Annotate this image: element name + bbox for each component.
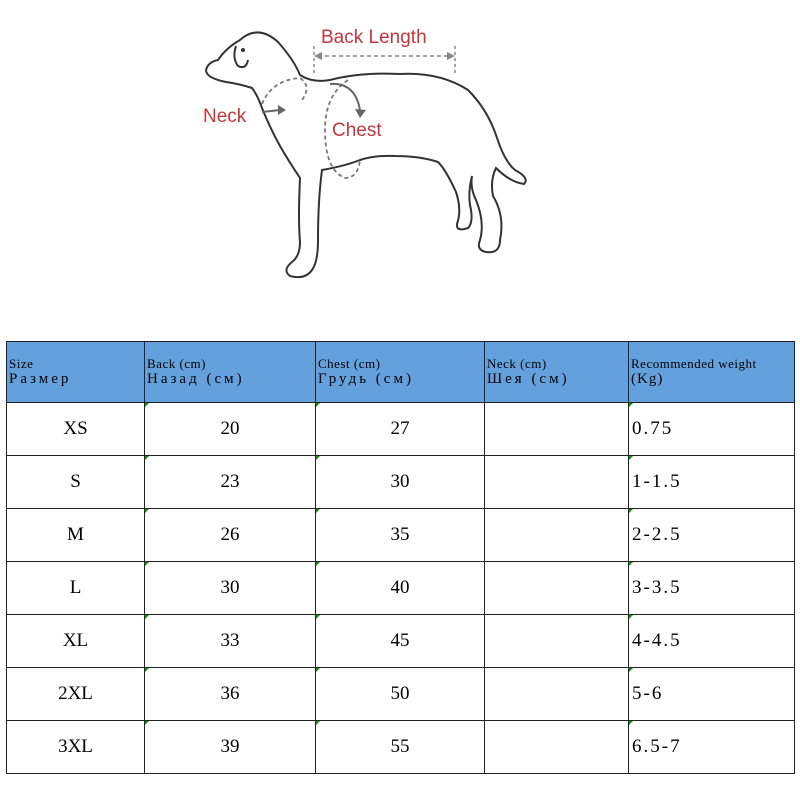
- chest-arrowhead: [355, 109, 366, 118]
- table-row: [7, 509, 795, 562]
- chest-arrow: [330, 84, 360, 110]
- cell-size: S: [7, 456, 145, 509]
- cell-size: XS: [7, 403, 145, 456]
- cell-back: 36: [145, 668, 316, 721]
- header-weight: Recommended weight (Kg): [629, 342, 795, 403]
- cell-chest: 55: [316, 721, 485, 774]
- dog-measurement-diagram: [0, 0, 800, 300]
- size-table: [6, 341, 795, 774]
- neck-label: Neck: [203, 106, 247, 127]
- cell-weight: 5-6: [629, 668, 795, 721]
- neck-measure-curve: [262, 78, 307, 104]
- dog-eye: [241, 48, 245, 52]
- cell-weight: 3-3.5: [629, 562, 795, 615]
- table-row: [7, 615, 795, 668]
- cell-back: 23: [145, 456, 316, 509]
- cell-weight: 4-4.5: [629, 615, 795, 668]
- cell-neck: [485, 615, 629, 668]
- back-length-label: Back Length: [321, 27, 427, 48]
- cell-size: L: [7, 562, 145, 615]
- header-size: Size Размер: [7, 342, 145, 403]
- cell-size: XL: [7, 615, 145, 668]
- table-row: [7, 562, 795, 615]
- cell-chest: 27: [316, 403, 485, 456]
- cell-weight: 2-2.5: [629, 509, 795, 562]
- cell-back: 39: [145, 721, 316, 774]
- neck-arrowhead: [278, 105, 286, 115]
- chest-label: Chest: [332, 120, 382, 141]
- cell-back: 33: [145, 615, 316, 668]
- back-length-arrowhead-right: [447, 52, 455, 60]
- cell-back: 30: [145, 562, 316, 615]
- cell-chest: 50: [316, 668, 485, 721]
- header-neck: Neck (cm) Шея (см): [485, 342, 629, 403]
- cell-chest: 40: [316, 562, 485, 615]
- cell-weight: 6.5-7: [629, 721, 795, 774]
- cell-neck: [485, 668, 629, 721]
- table-row: [7, 721, 795, 774]
- cell-chest: 45: [316, 615, 485, 668]
- cell-neck: [485, 509, 629, 562]
- cell-neck: [485, 721, 629, 774]
- cell-size: M: [7, 509, 145, 562]
- cell-back: 20: [145, 403, 316, 456]
- neck-arrow: [262, 110, 280, 112]
- table-row: [7, 668, 795, 721]
- cell-neck: [485, 403, 629, 456]
- table-row: [7, 403, 795, 456]
- header-back: Back (cm) Назад (см): [145, 342, 316, 403]
- cell-chest: 30: [316, 456, 485, 509]
- cell-weight: 1-1.5: [629, 456, 795, 509]
- cell-weight: 0.75: [629, 403, 795, 456]
- table-row: [7, 456, 795, 509]
- cell-size: 2XL: [7, 668, 145, 721]
- cell-size: 3XL: [7, 721, 145, 774]
- header-chest: Chest (cm) Грудь (см): [316, 342, 485, 403]
- cell-neck: [485, 456, 629, 509]
- dog-outline: [206, 32, 526, 277]
- cell-chest: 35: [316, 509, 485, 562]
- back-length-arrowhead-left: [314, 52, 322, 60]
- cell-neck: [485, 562, 629, 615]
- cell-back: 26: [145, 509, 316, 562]
- table-header-row: [7, 342, 795, 403]
